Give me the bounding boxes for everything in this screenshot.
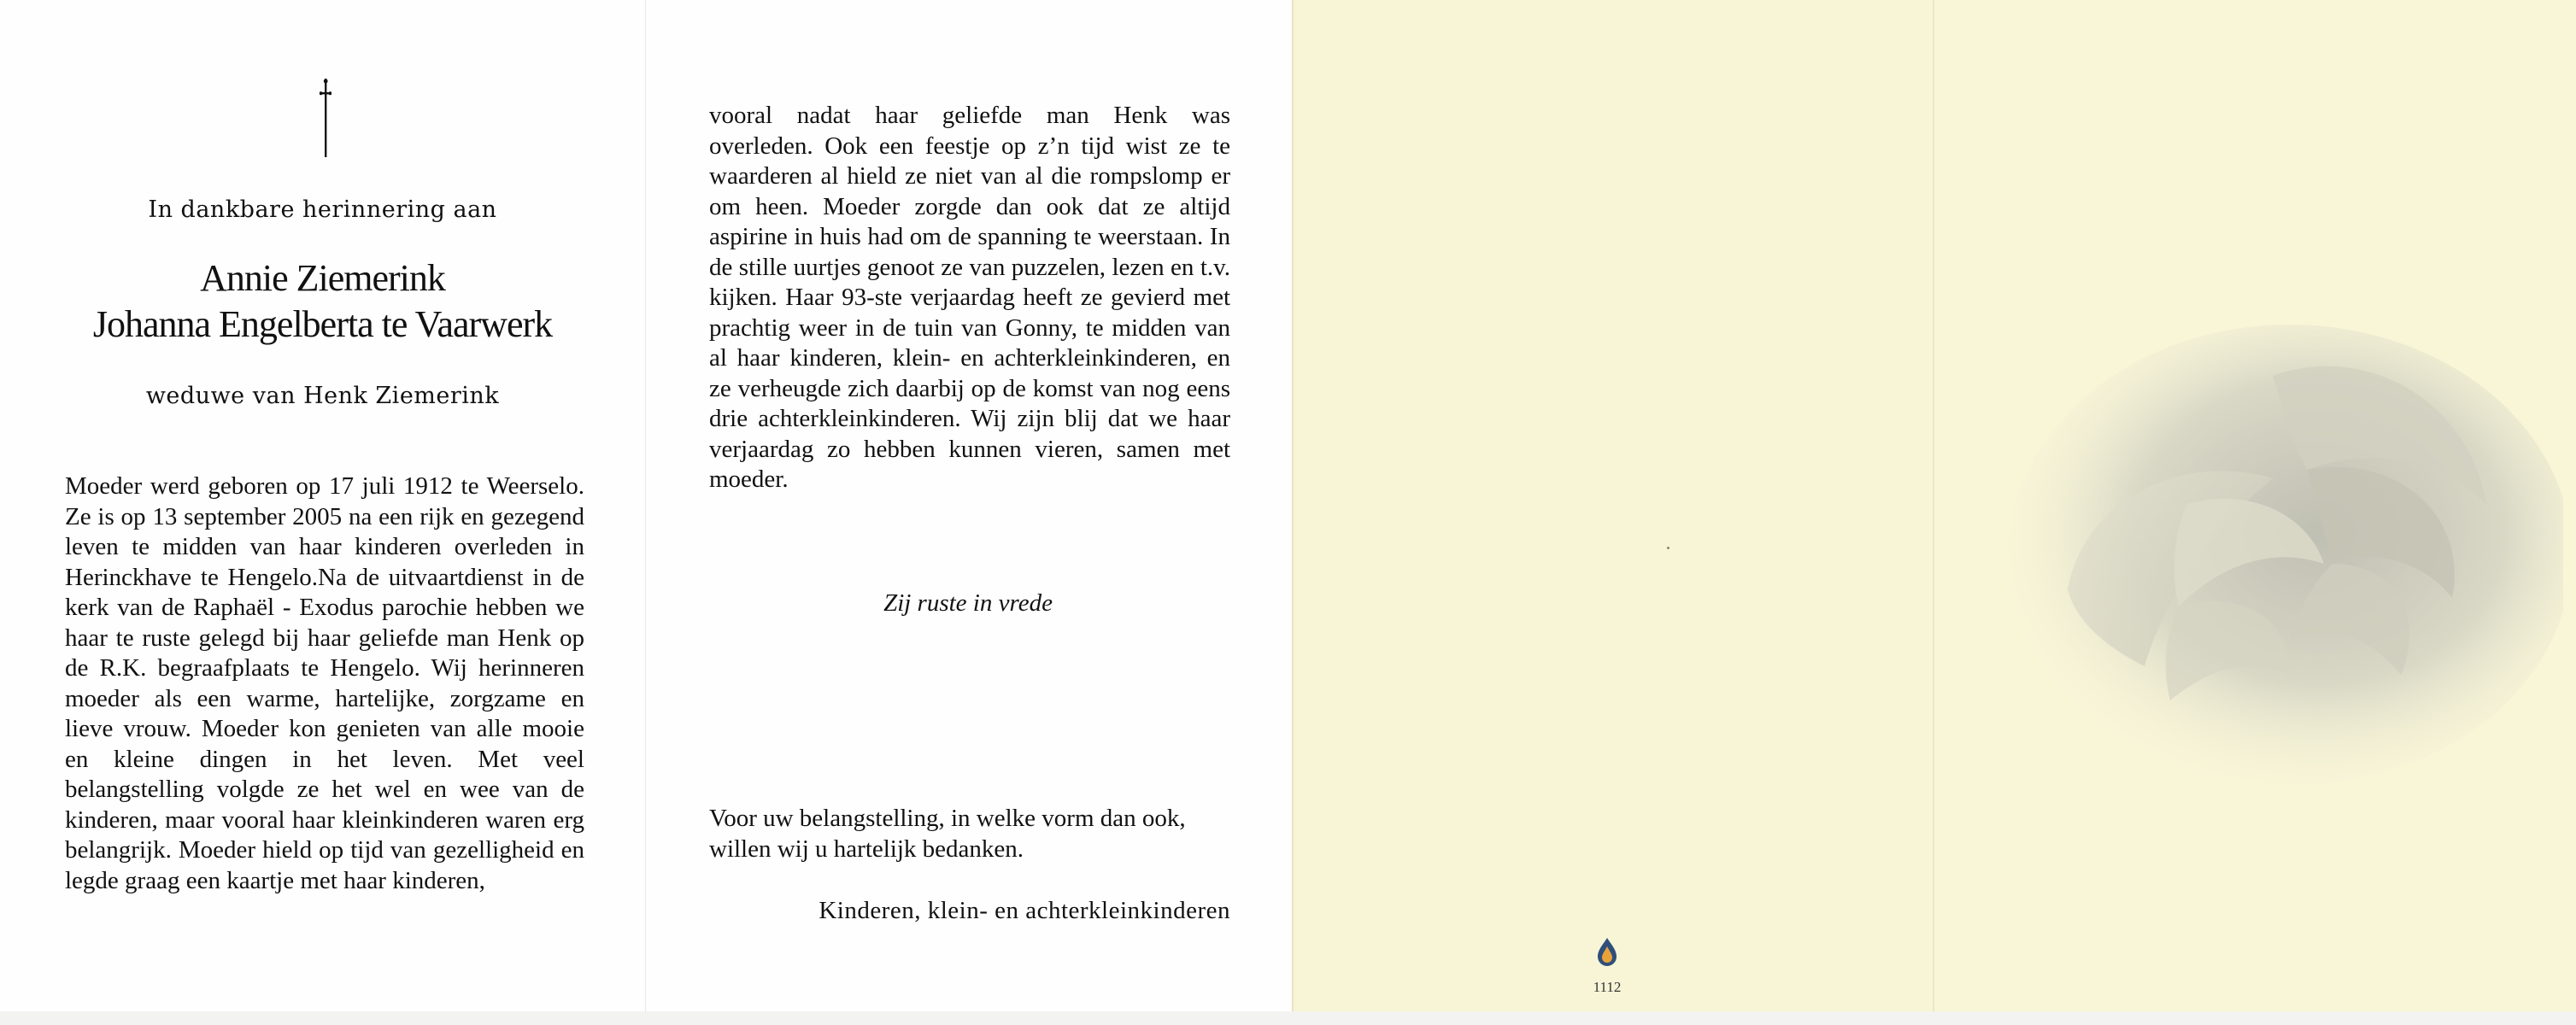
flame-logo-icon bbox=[1594, 936, 1620, 970]
intro-text: In dankbare herinnering aan bbox=[148, 196, 497, 223]
card-back-cover bbox=[1292, 0, 1934, 1011]
thanks-text: Voor uw belangstelling, in welke vorm dan ook, willen wij u hartelijk bedanken. bbox=[709, 805, 1186, 863]
signature-line: Kinderen, klein- en achterkleinkinderen bbox=[819, 897, 1230, 924]
rose-image bbox=[1965, 308, 2563, 820]
cross-icon bbox=[320, 79, 332, 157]
deceased-name: Annie Ziemerink bbox=[200, 257, 445, 299]
biography-text-part2: vooral nadat haar geliefde man Henk was overleden. Ook een feestje op z’n tijd wist ze te waarderen al hield ze niet van al die rompslomp er om heen. Moeder zorgde dan ook dat ze altijd aspirine in huis had om de spanning te weerstaan. In de stille uurtjes genoot ze van puzzelen, lezen en t.v. kijken. Haar 93-ste verjaardag heeft ze gevierd met prachtig weer in de tuin van Gonny, te midden van al haar kinderen, klein- en achterkleinkinderen, en ze verheugde zich daarbij op de komst van nog eens drie achterkleinkinderen. Wij zijn blij dat we haar verjaardag zo hebben kunnen vieren, samen met moeder. bbox=[709, 102, 1230, 493]
print-code: 1112 bbox=[1593, 979, 1622, 995]
scan-border bbox=[0, 1011, 2576, 1025]
speck bbox=[1667, 547, 1669, 549]
widow-line: weduwe van Henk Ziemerink bbox=[145, 383, 500, 409]
deceased-full-name: Johanna Engelberta te Vaarwerk bbox=[92, 303, 553, 345]
closing-phrase: Zij ruste in vrede bbox=[883, 589, 1053, 617]
biography-text-part1: Moeder werd geboren op 17 juli 1912 te Weerselo. Ze is op 13 september 2005 na een rijk en gezegend leven te midden van haar kinderen overleden in Herinckhave te Hengelo.Na de uitvaartdienst in de kerk van de Raphaël - Exodus parochie hebben we haar te ruste gelegd bij haar geliefde man Henk op de R.K. begraafplaats te Hengelo. Wij herinneren moeder als een warme, hartelijke, zorgzame en lieve vrouw. Moeder kon genieten van alle mooie en kleine dingen in het leven. Met veel belangstelling volgde ze het wel en wee van de kinderen, maar vooral haar kleinkinderen waren erg belangrijk. Moeder hield op tijd van gezelligheid en legde graag een kaartje met haar kinderen, bbox=[65, 472, 584, 894]
